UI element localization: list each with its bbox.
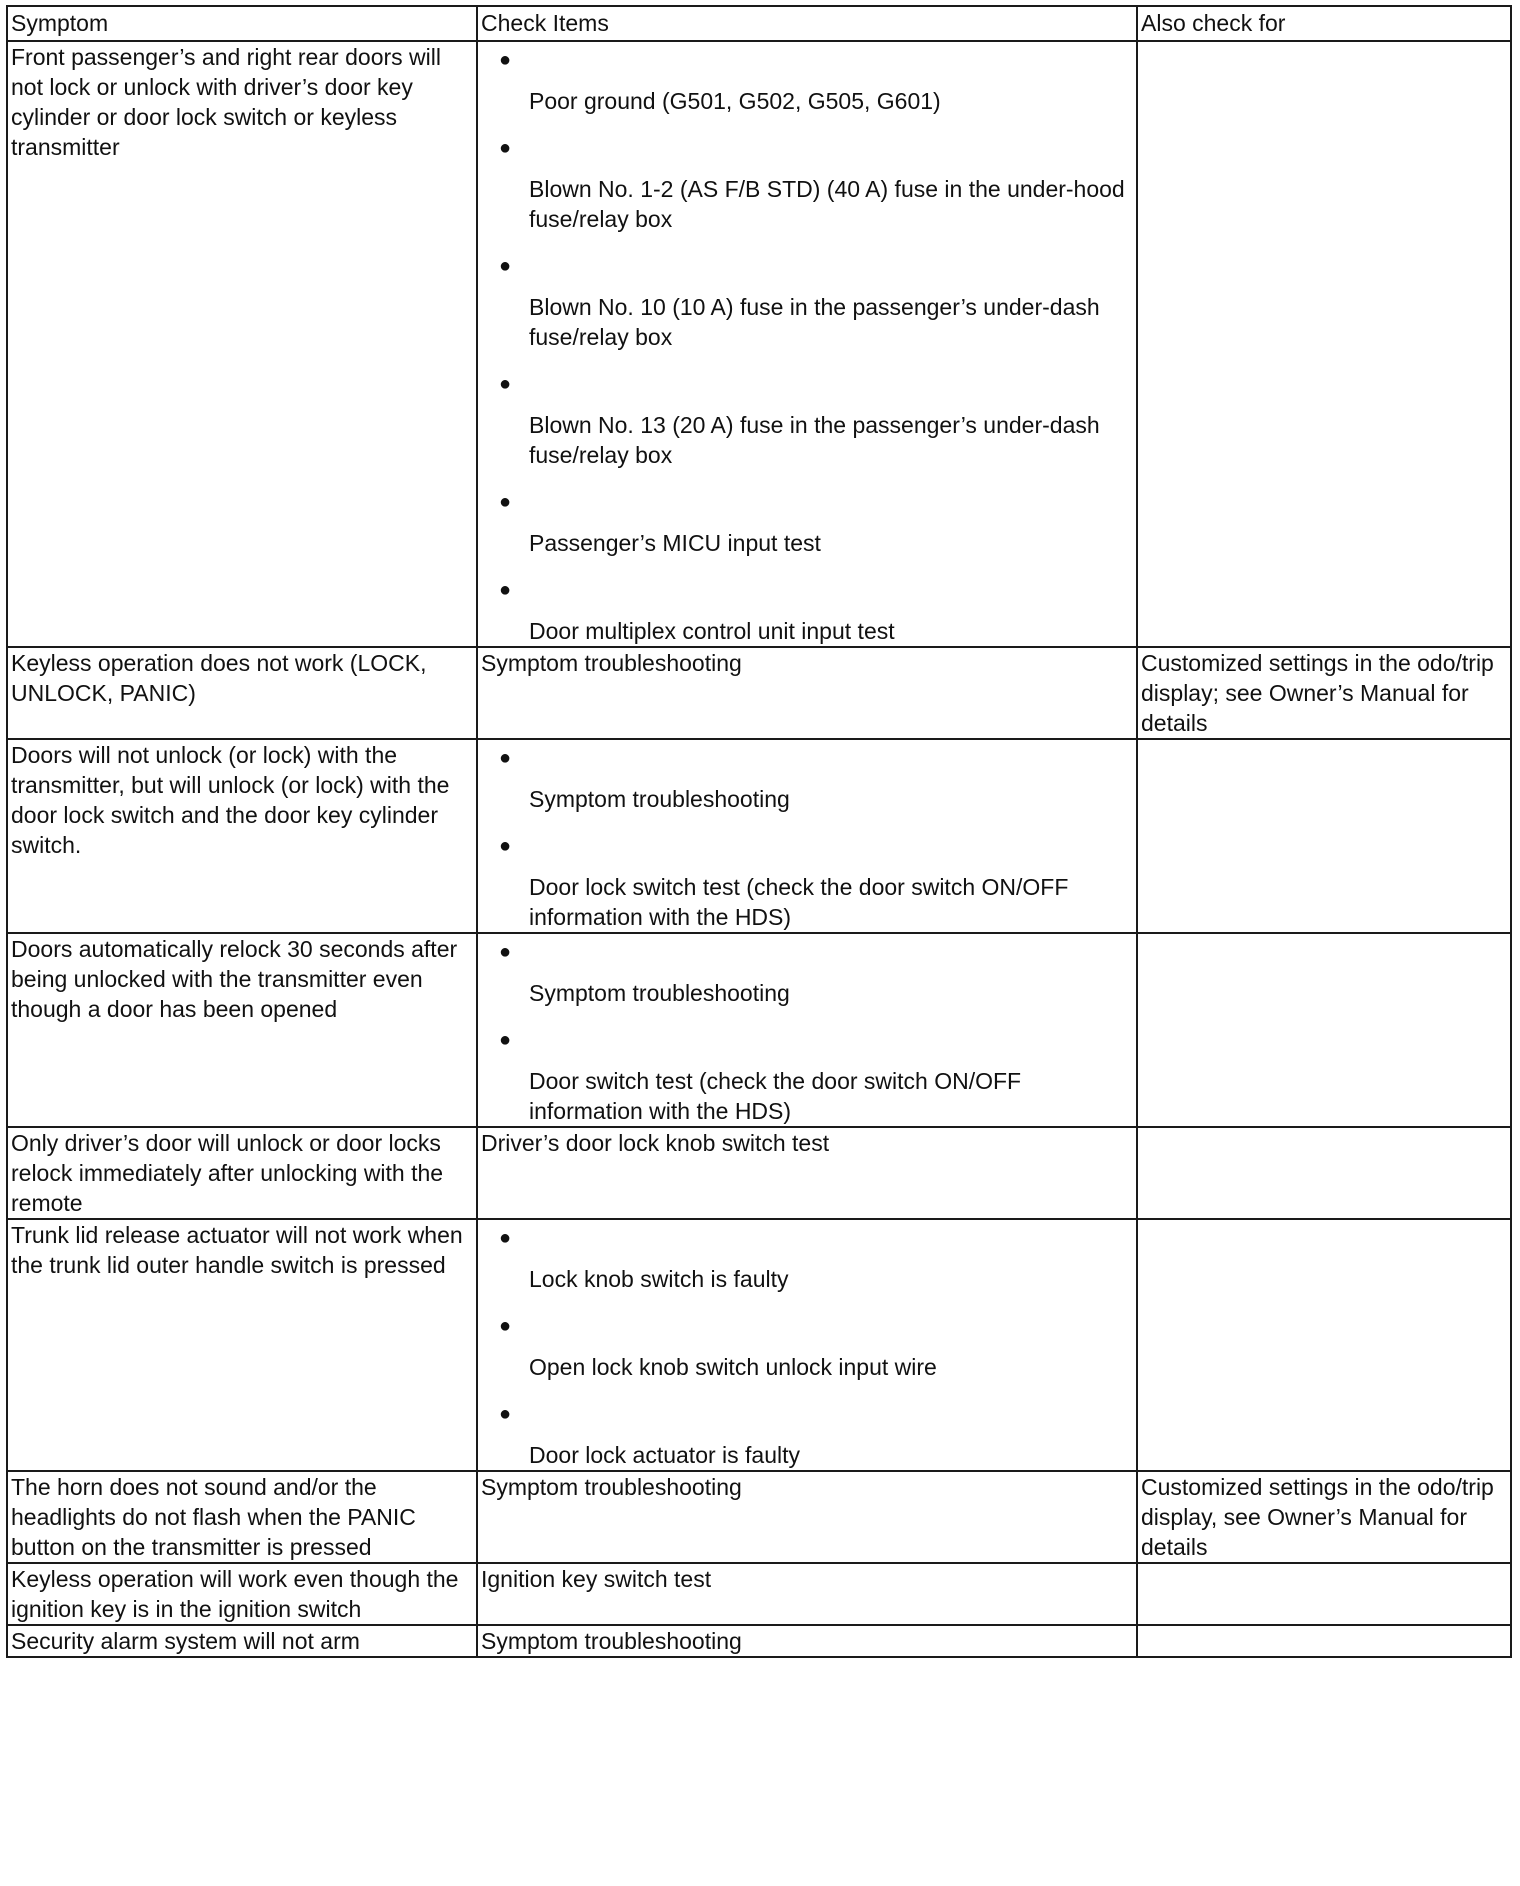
also-check-cell bbox=[1137, 1625, 1511, 1657]
bullet-icon: ● bbox=[499, 747, 512, 769]
check-item-text: Passenger’s MICU input test bbox=[529, 530, 821, 556]
check-item-text: Symptom troubleshooting bbox=[529, 980, 790, 1006]
check-item-cell: Symptom troubleshooting bbox=[477, 647, 1137, 739]
header-check-items: Check Items bbox=[477, 6, 1137, 41]
document-page bbox=[6, 5, 1510, 1658]
list-item bbox=[481, 1396, 1133, 1470]
also-check-cell bbox=[1137, 1127, 1511, 1219]
check-item-text: Blown No. 13 (20 A) fuse in the passenger’s under-dash fuse/relay box bbox=[529, 412, 1100, 468]
table-row bbox=[7, 647, 1511, 739]
check-items-cell bbox=[477, 739, 1137, 933]
symptom-cell: Doors will not unlock (or lock) with the transmitter, but will unlock (or lock) with the door lock switch and the door key cylinder switch. bbox=[7, 739, 477, 933]
symptom-cell: The horn does not sound and/or the headlights do not flash when the PANIC button on the transmitter is pressed bbox=[7, 1471, 477, 1563]
list-item bbox=[481, 740, 1133, 828]
table-row bbox=[7, 1563, 1511, 1625]
header-symptom: Symptom bbox=[7, 6, 477, 41]
check-item-text: Door lock actuator is faulty bbox=[529, 1442, 801, 1468]
bullet-icon: ● bbox=[499, 49, 512, 71]
table-row bbox=[7, 1625, 1511, 1657]
check-item-cell: Symptom troubleshooting bbox=[477, 1625, 1137, 1657]
check-items-cell bbox=[477, 933, 1137, 1127]
check-item-text: Poor ground (G501, G502, G505, G601) bbox=[529, 88, 941, 114]
check-item-text: Door switch test (check the door switch ON/OFF information with the HDS) bbox=[529, 1068, 1022, 1124]
check-item-cell: Driver’s door lock knob switch test bbox=[477, 1127, 1137, 1219]
bullet-icon: ● bbox=[499, 1227, 512, 1249]
also-check-cell bbox=[1137, 41, 1511, 647]
also-check-cell bbox=[1137, 933, 1511, 1127]
list-item bbox=[481, 130, 1133, 248]
symptom-cell: Front passenger’s and right rear doors will not lock or unlock with driver’s door key cylinder or door lock switch or keyless transmitter bbox=[7, 41, 477, 647]
check-item-cell: Symptom troubleshooting bbox=[477, 1471, 1137, 1563]
symptom-cell: Only driver’s door will unlock or door locks relock immediately after unlocking with the remote bbox=[7, 1127, 477, 1219]
header-also-check-for: Also check for bbox=[1137, 6, 1511, 41]
table-row bbox=[7, 1127, 1511, 1219]
list-item bbox=[481, 828, 1133, 932]
bullet-icon: ● bbox=[499, 137, 512, 159]
list-item bbox=[481, 1308, 1133, 1396]
check-item-text: Door multiplex control unit input test bbox=[529, 618, 895, 644]
symptom-cell: Keyless operation will work even though the ignition key is in the ignition switch bbox=[7, 1563, 477, 1625]
table-header-row bbox=[7, 6, 1511, 41]
bullet-icon: ● bbox=[499, 1403, 512, 1425]
check-items-list bbox=[481, 42, 1133, 646]
bullet-icon: ● bbox=[499, 835, 512, 857]
symptom-cell: Doors automatically relock 30 seconds after being unlocked with the transmitter even though a door has been opened bbox=[7, 933, 477, 1127]
troubleshooting-table bbox=[6, 5, 1512, 1658]
check-items-cell bbox=[477, 1219, 1137, 1471]
check-item-text: Symptom troubleshooting bbox=[529, 786, 790, 812]
list-item bbox=[481, 572, 1133, 646]
also-check-cell bbox=[1137, 1563, 1511, 1625]
table-row bbox=[7, 933, 1511, 1127]
check-items-list bbox=[481, 1220, 1133, 1470]
check-item-text: Lock knob switch is faulty bbox=[529, 1266, 789, 1292]
check-item-text: Blown No. 10 (10 A) fuse in the passenger’s under-dash fuse/relay box bbox=[529, 294, 1100, 350]
check-items-cell bbox=[477, 41, 1137, 647]
bullet-icon: ● bbox=[499, 941, 512, 963]
bullet-icon: ● bbox=[499, 1029, 512, 1051]
check-items-list bbox=[481, 934, 1133, 1126]
also-check-cell: Customized settings in the odo/trip display, see Owner’s Manual for details bbox=[1137, 1471, 1511, 1563]
list-item bbox=[481, 484, 1133, 572]
symptom-cell: Keyless operation does not work (LOCK, UNLOCK, PANIC) bbox=[7, 647, 477, 739]
table-row bbox=[7, 41, 1511, 647]
bullet-icon: ● bbox=[499, 491, 512, 513]
bullet-icon: ● bbox=[499, 1315, 512, 1337]
also-check-cell: Customized settings in the odo/trip display; see Owner’s Manual for details bbox=[1137, 647, 1511, 739]
symptom-cell: Security alarm system will not arm bbox=[7, 1625, 477, 1657]
also-check-cell bbox=[1137, 1219, 1511, 1471]
bullet-icon: ● bbox=[499, 579, 512, 601]
list-item bbox=[481, 366, 1133, 484]
check-item-text: Open lock knob switch unlock input wire bbox=[529, 1354, 937, 1380]
also-check-cell bbox=[1137, 739, 1511, 933]
table-row bbox=[7, 1219, 1511, 1471]
table-row bbox=[7, 1471, 1511, 1563]
check-item-text: Door lock switch test (check the door switch ON/OFF information with the HDS) bbox=[529, 874, 1069, 930]
list-item bbox=[481, 248, 1133, 366]
table-row bbox=[7, 739, 1511, 933]
list-item bbox=[481, 934, 1133, 1022]
bullet-icon: ● bbox=[499, 255, 512, 277]
check-item-cell: Ignition key switch test bbox=[477, 1563, 1137, 1625]
list-item bbox=[481, 1022, 1133, 1126]
list-item bbox=[481, 42, 1133, 130]
check-items-list bbox=[481, 740, 1133, 932]
list-item bbox=[481, 1220, 1133, 1308]
symptom-cell: Trunk lid release actuator will not work when the trunk lid outer handle switch is pressed bbox=[7, 1219, 477, 1471]
check-item-text: Blown No. 1-2 (AS F/B STD) (40 A) fuse in the under-hood fuse/relay box bbox=[529, 176, 1125, 232]
bullet-icon: ● bbox=[499, 373, 512, 395]
